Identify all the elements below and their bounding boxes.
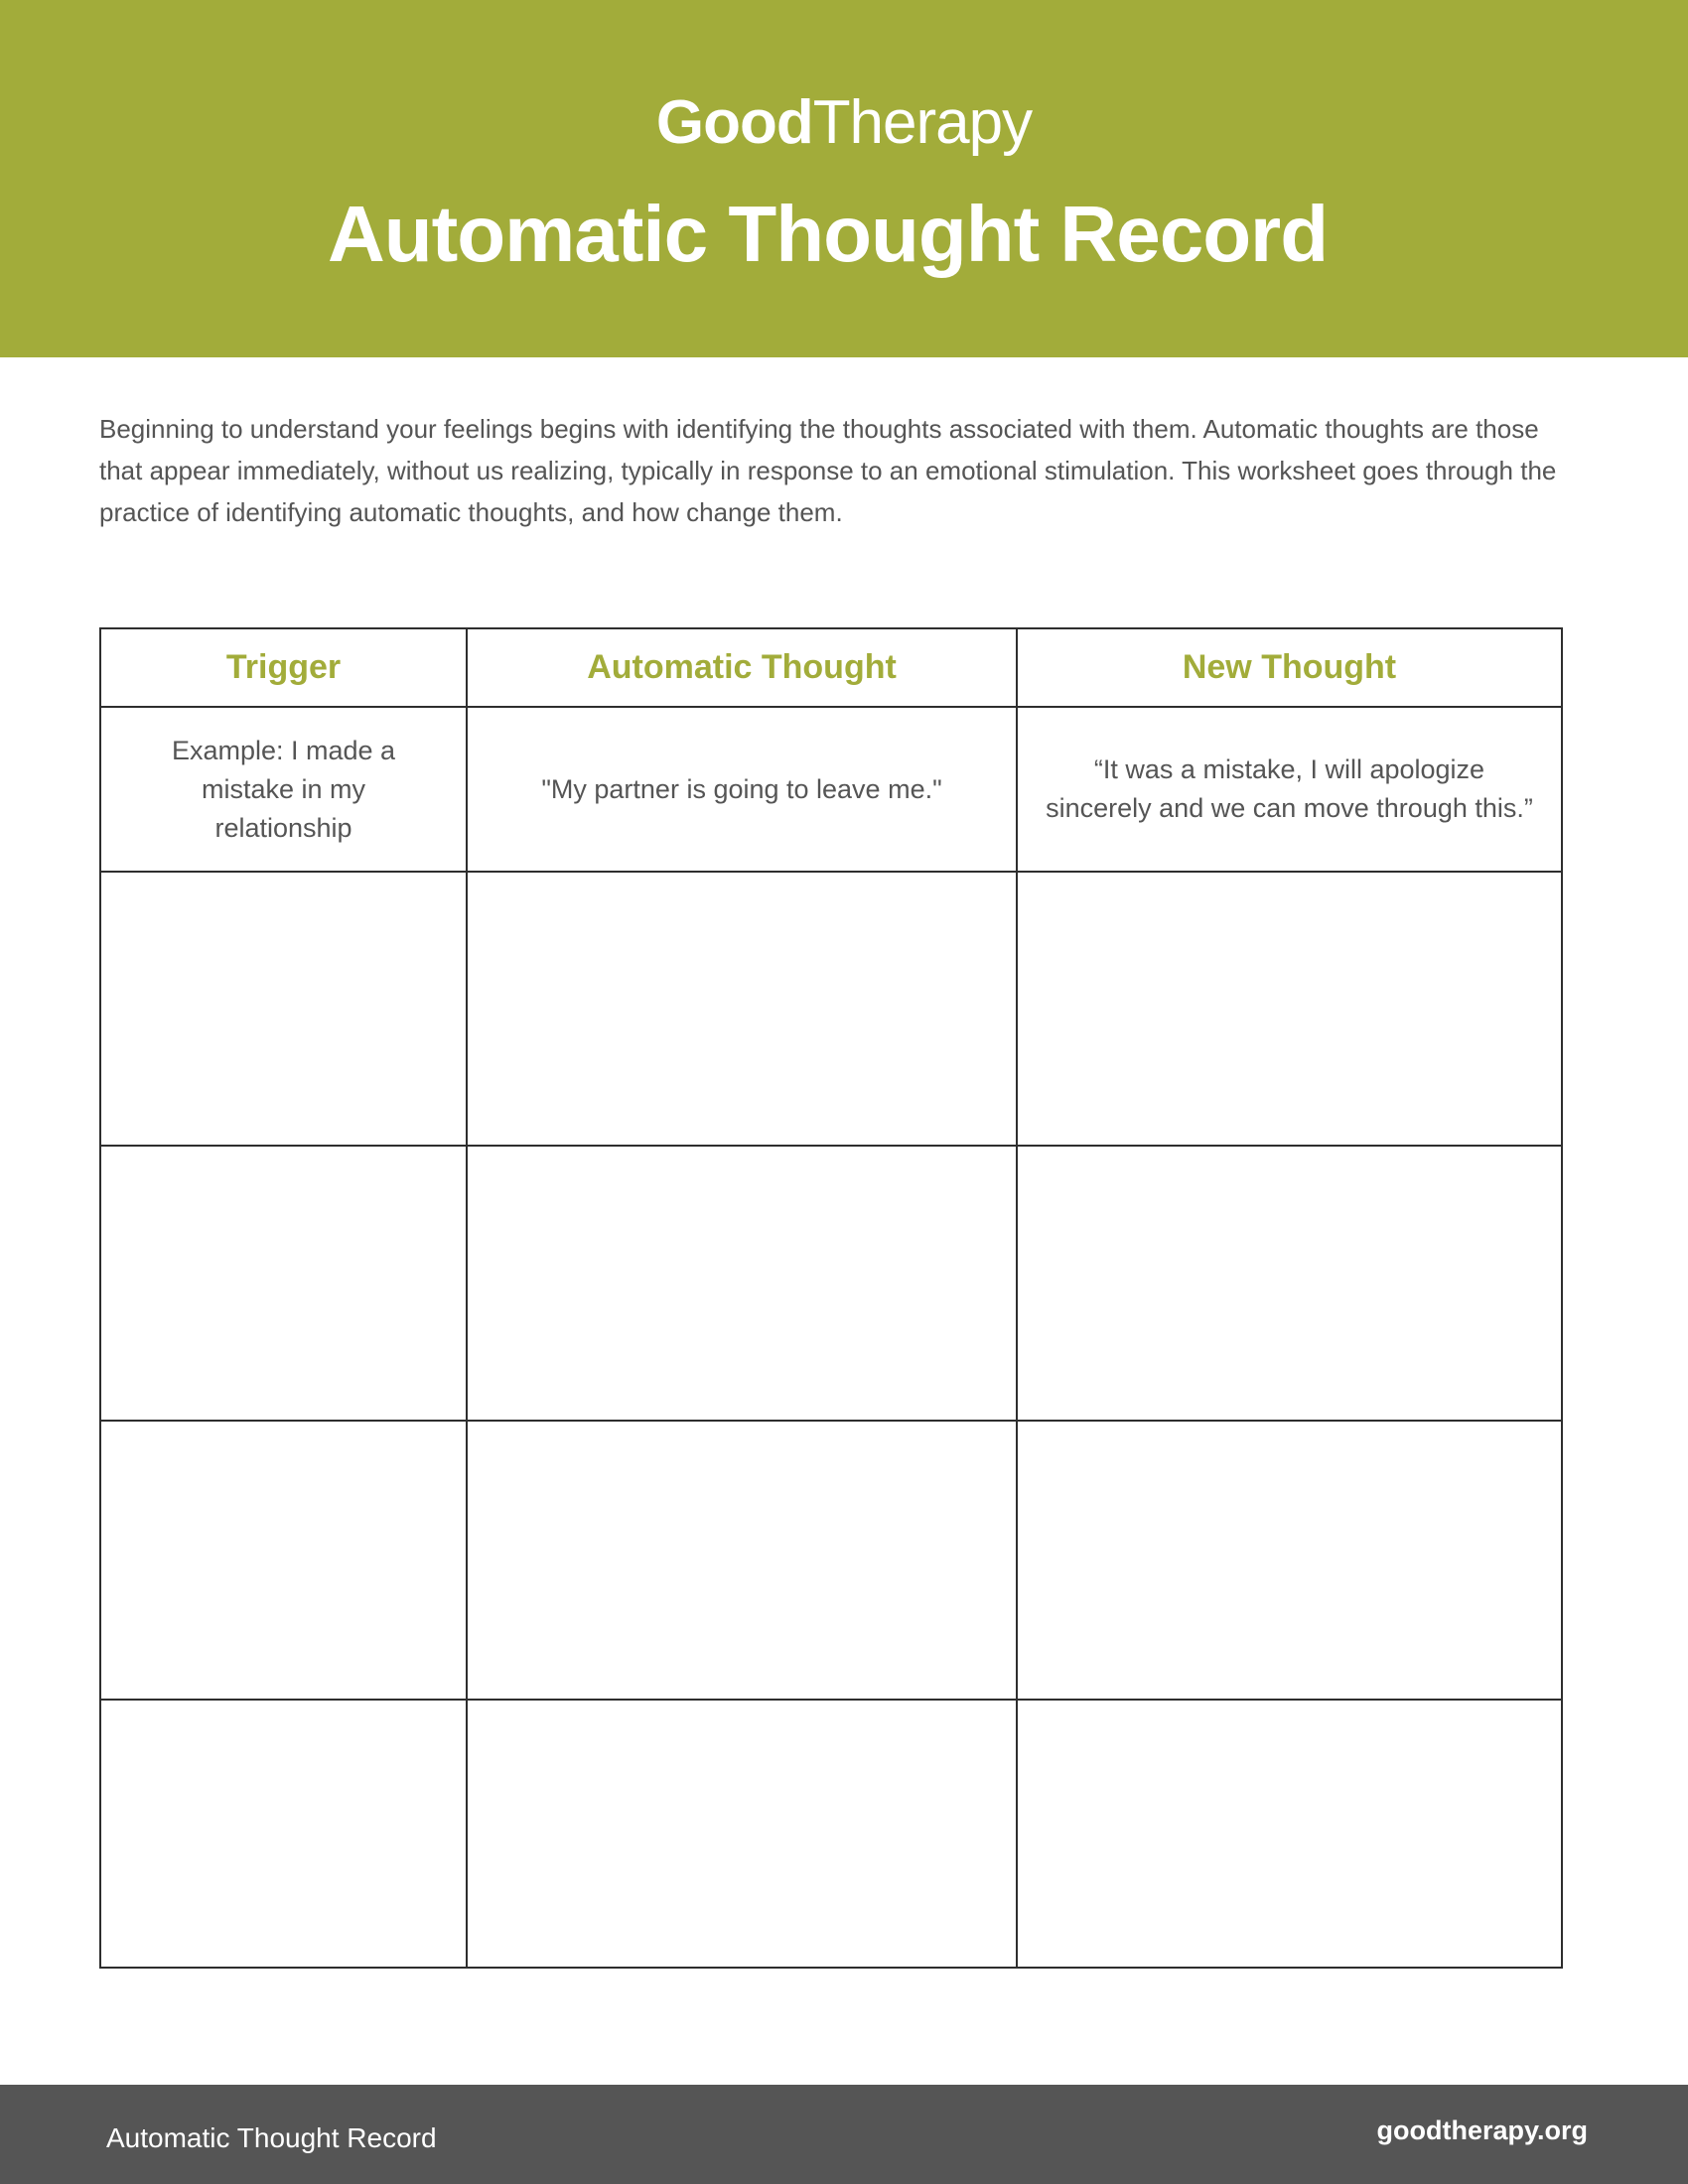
goodtherapy-logo [0,83,1688,163]
cell-new-thought[interactable] [1017,872,1562,1146]
cell-trigger[interactable] [100,1421,467,1700]
table-row [100,872,1562,1146]
thought-record-table [99,627,1563,1969]
cell-automatic-thought[interactable] [467,1421,1017,1700]
cell-automatic-thought: "My partner is going to leave me." [467,707,1017,872]
column-header-automatic-thought: Automatic Thought [467,628,1017,707]
page-title: Automatic Thought Record [328,190,1329,278]
cell-trigger[interactable] [100,872,467,1146]
header-banner [0,0,1688,357]
footer-website-link[interactable]: goodtherapy.org [1376,2116,1588,2145]
table-header-row [100,628,1562,707]
intro-paragraph: Beginning to understand your feelings begins with identifying the thoughts associated with them. Automatic thoughts are those that appear immediately, without us realizing, typically in response to an emotional stimulation. This worksheet goes through the practice of identifying automatic thoughts, and how change them. [99,414,1557,527]
cell-trigger[interactable] [100,1700,467,1968]
cell-new-thought[interactable] [1017,1146,1562,1420]
cell-automatic-thought[interactable] [467,872,1017,1146]
cell-automatic-thought[interactable] [467,1700,1017,1968]
footer-bar [0,2085,1688,2184]
table-row [100,1421,1562,1700]
cell-new-thought: “It was a mistake, I will apologize sincerely and we can move through this.” [1017,707,1562,872]
cell-trigger[interactable] [100,1146,467,1420]
cell-automatic-thought[interactable] [467,1146,1017,1420]
column-header-new-thought: New Thought [1017,628,1562,707]
cell-new-thought[interactable] [1017,1700,1562,1968]
column-header-trigger: Trigger [100,628,467,707]
footer-title: Automatic Thought Record [106,2122,437,2153]
cell-trigger: Example: I made a mistake in my relationship [100,707,467,872]
logo-light-text: Therapy [812,88,1033,157]
table-row [100,1700,1562,1968]
table-row [100,1146,1562,1420]
cell-new-thought[interactable] [1017,1421,1562,1700]
logo-bold-text: Good [655,88,813,157]
table-row-example [100,707,1562,872]
